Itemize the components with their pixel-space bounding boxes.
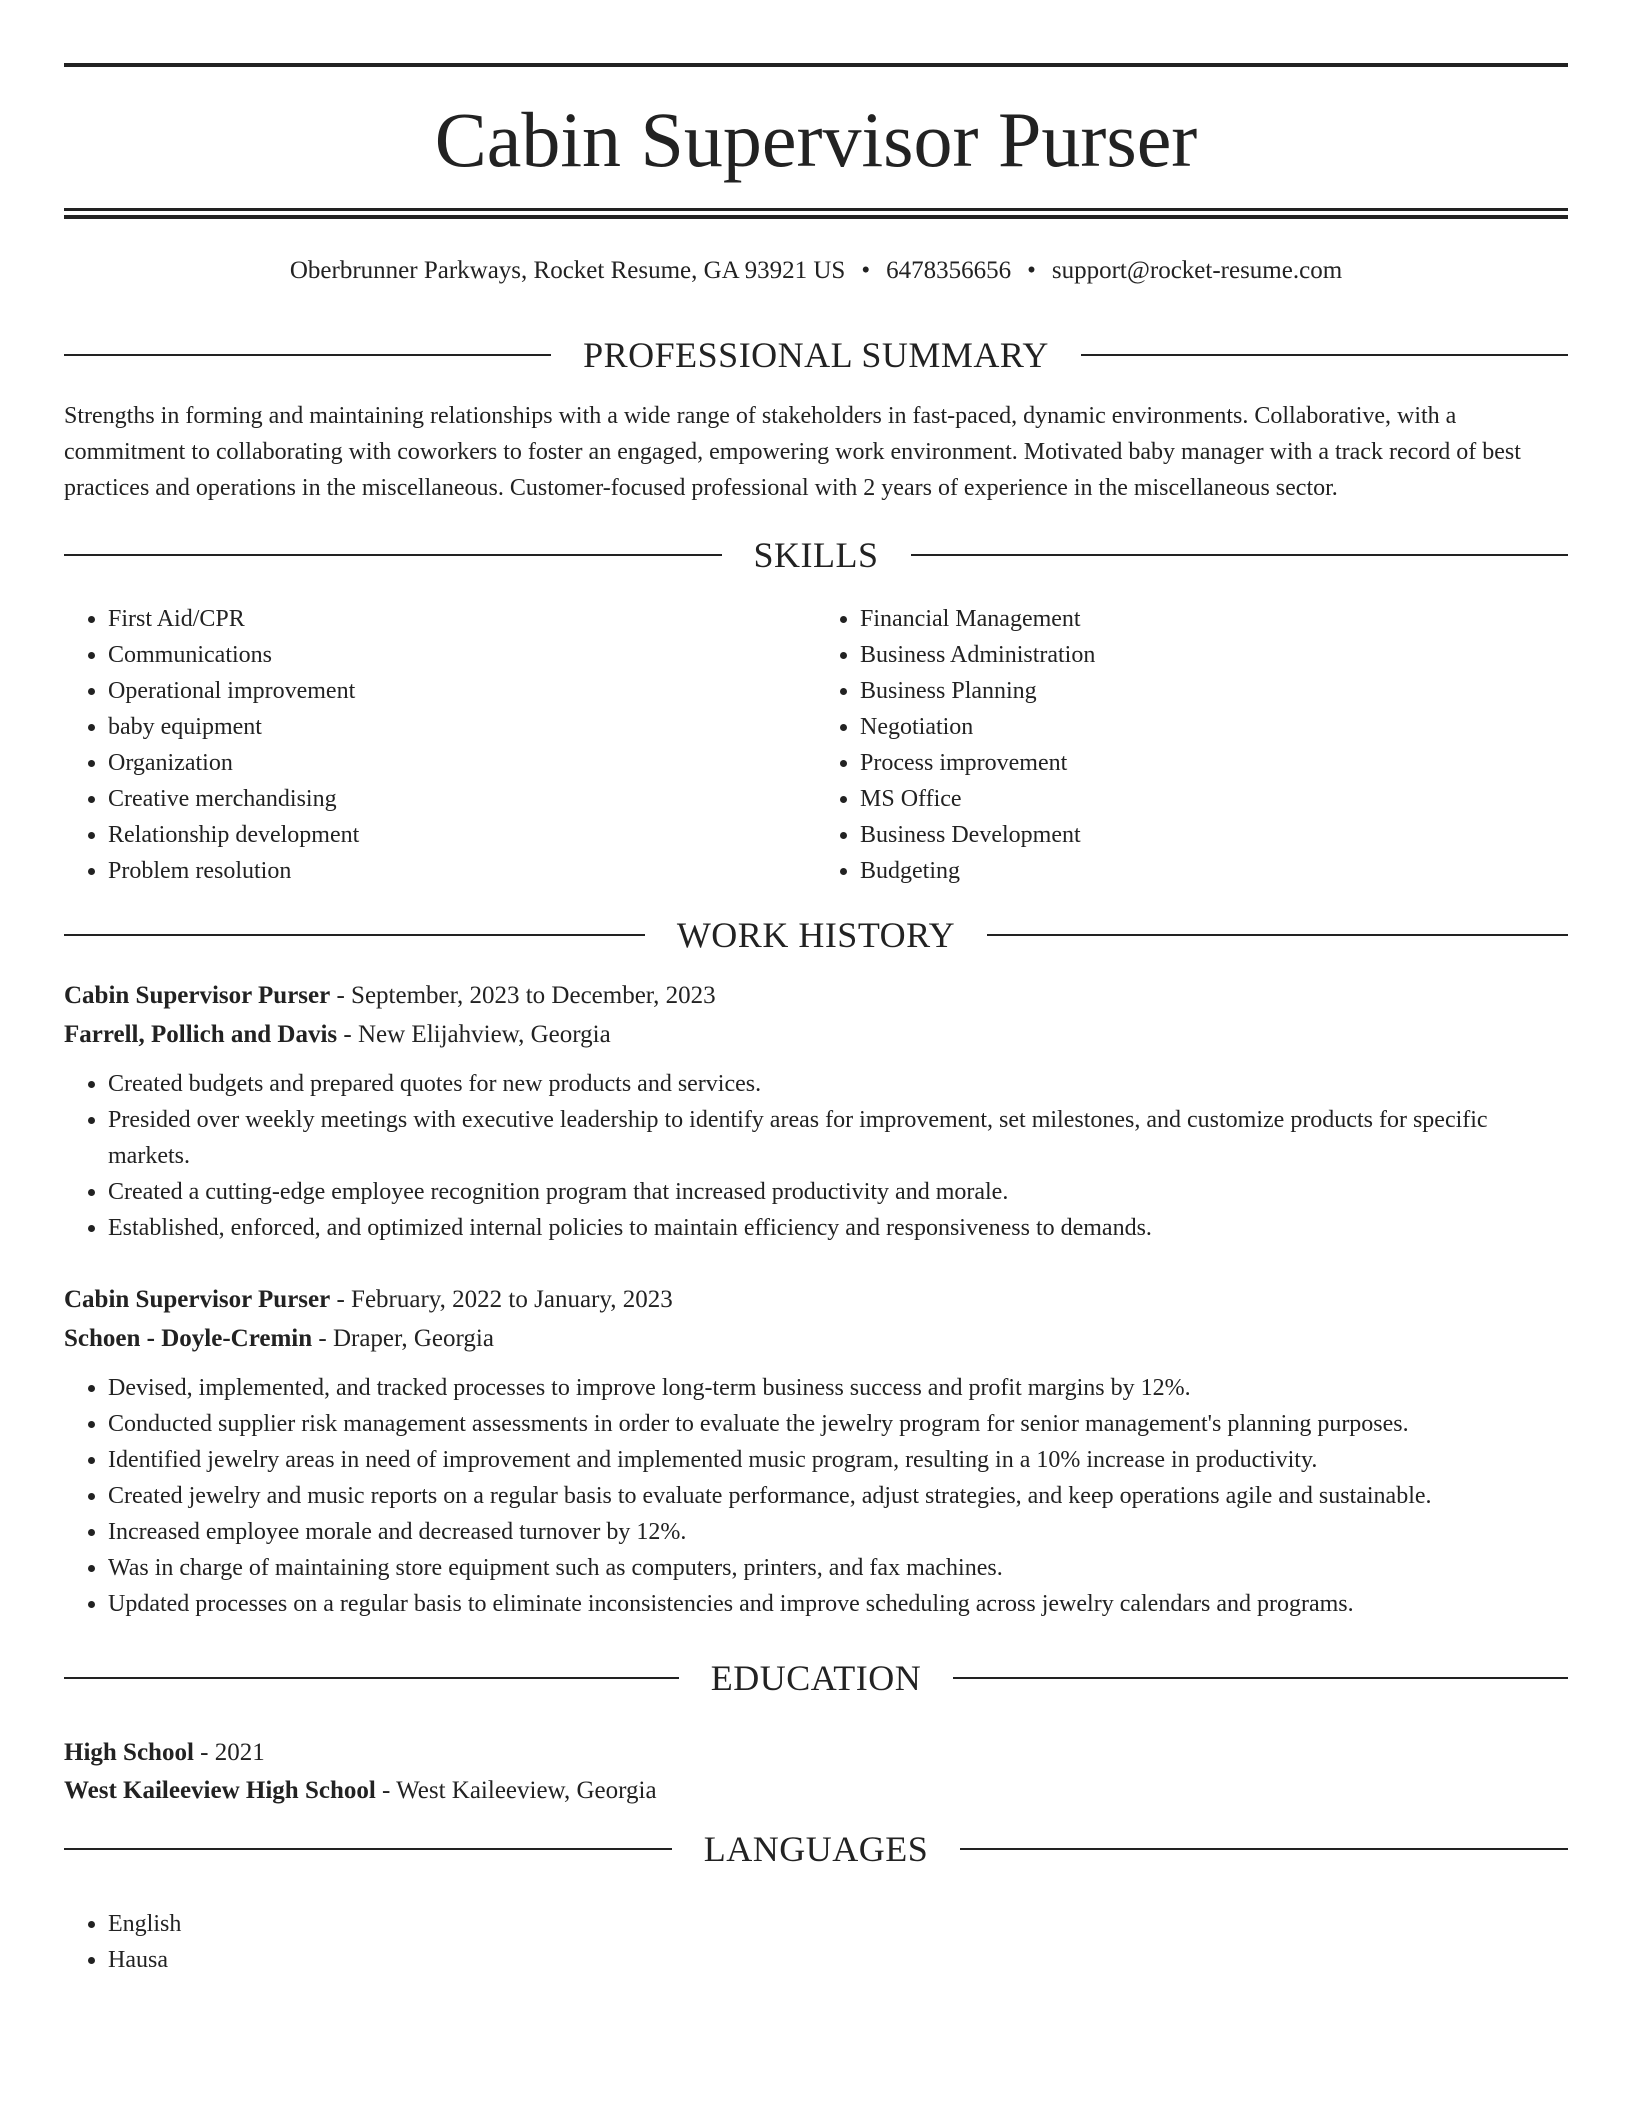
skill-item: • MS Office — [860, 781, 1568, 817]
heading-rule — [64, 1848, 672, 1850]
education-entry — [64, 1734, 1568, 1810]
job-location: - New Elijahview, Georgia — [337, 1021, 611, 1048]
job-dates: - February, 2022 to January, 2023 — [330, 1286, 673, 1313]
job-bullet: • Was in charge of maintaining store equipment such as computers, printers, and fax machines. — [108, 1550, 1568, 1586]
job-bullet: • Presided over weekly meetings with executive leadership to identify areas for improvement, set milestones, and customize products for specific markets. — [108, 1102, 1568, 1174]
heading-rule — [1081, 354, 1568, 356]
resume-name: Cabin Supervisor Purser — [434, 96, 1198, 183]
education-school: West Kaileeview High School — [64, 1777, 376, 1804]
job-bullet: • Increased employee morale and decreased turnover by 12%. — [108, 1514, 1568, 1550]
job-bullet: • Created jewelry and music reports on a regular basis to evaluate performance, adjust strategies, and keep operations agile and sustainable. — [108, 1478, 1568, 1514]
languages-heading — [64, 1827, 1568, 1871]
top-rule — [64, 63, 1568, 67]
heading-rule — [64, 554, 722, 556]
job-company: Schoen - Doyle-Cremin — [64, 1325, 313, 1352]
double-rule — [64, 208, 1568, 219]
education-year: - 2021 — [193, 1739, 265, 1766]
skill-item: • Relationship development — [108, 817, 816, 853]
skill-item: • Budgeting — [860, 853, 1568, 889]
job-title-line — [64, 1280, 1568, 1319]
heading-rule — [960, 1848, 1568, 1850]
skill-item: • Problem resolution — [108, 853, 816, 889]
job-bullet: • Updated processes on a regular basis to eliminate inconsistencies and improve scheduling across jewelry calendars and programs. — [108, 1586, 1568, 1622]
heading-rule — [64, 1677, 679, 1679]
skill-item: • Creative merchandising — [108, 781, 816, 817]
heading-rule — [987, 934, 1568, 936]
heading-rule — [64, 934, 645, 936]
skill-item: • Negotiation — [860, 709, 1568, 745]
heading-rule — [911, 554, 1569, 556]
skill-item: • Business Development — [860, 817, 1568, 853]
languages-list-wrap — [64, 1906, 1568, 1978]
job-company-line — [64, 1015, 1568, 1054]
heading-rule — [953, 1677, 1568, 1679]
work-history-heading — [64, 913, 1568, 957]
skills-heading — [64, 533, 1568, 577]
job-company-line — [64, 1319, 1568, 1358]
job-entry — [64, 976, 1568, 1246]
job-bullet: • Established, enforced, and optimized internal policies to maintain efficiency and responsiveness to demands. — [108, 1210, 1568, 1246]
skill-item: • Organization — [108, 745, 816, 781]
job-bullet: • Created a cutting-edge employee recognition program that increased productivity and morale. — [108, 1174, 1568, 1210]
skills-list-left — [64, 601, 816, 889]
skill-item: • First Aid/CPR — [108, 601, 816, 637]
languages-list — [64, 1906, 1568, 1978]
job-company: Farrell, Pollich and Davis — [64, 1021, 338, 1048]
job-entry — [64, 1280, 1568, 1622]
skill-item: • Process improvement — [860, 745, 1568, 781]
address: Oberbrunner Parkways, Rocket Resume, GA 93921 US — [289, 257, 846, 284]
separator-dot: • — [861, 257, 871, 284]
section-title: PROFESSIONAL SUMMARY — [583, 335, 1049, 375]
skill-item: • Operational improvement — [108, 673, 816, 709]
section-title: SKILLS — [753, 535, 879, 575]
contact-line — [64, 254, 1568, 288]
language-item: • Hausa — [108, 1942, 1568, 1978]
summary-text: Strengths in forming and maintaining relationships with a wide range of stakeholders in fast-paced, dynamic environments. Collaborative, with a commitment to collaborating with coworkers to foster an engaged, empowering work environment. Motivated baby manager with a track record of best practices and operations in the miscellaneous. Customer-focused professional with 2 years of experience in the miscellaneous sector. — [64, 403, 1521, 501]
summary-heading — [64, 333, 1568, 377]
job-bullet: • Created budgets and prepared quotes for new products and services. — [108, 1066, 1568, 1102]
education-degree-line — [64, 1734, 1568, 1772]
skill-item: • baby equipment — [108, 709, 816, 745]
skill-item: • Financial Management — [860, 601, 1568, 637]
education-school-line — [64, 1772, 1568, 1810]
skill-item: • Business Planning — [860, 673, 1568, 709]
job-bullet: • Devised, implemented, and tracked processes to improve long-term business success and profit margins by 12%. — [108, 1370, 1568, 1406]
heading-rule — [64, 354, 551, 356]
skills-list-right — [816, 601, 1568, 889]
education-location: - West Kaileeview, Georgia — [375, 1777, 657, 1804]
phone: 6478356656 — [886, 257, 1012, 284]
job-bullet: • Identified jewelry areas in need of improvement and implemented music program, resulting in a 10% increase in productivity. — [108, 1442, 1568, 1478]
job-location: - Draper, Georgia — [312, 1325, 494, 1352]
education-degree: High School — [64, 1739, 194, 1766]
section-title: EDUCATION — [710, 1658, 922, 1698]
skills-columns — [64, 601, 1568, 889]
job-bullets — [64, 1370, 1568, 1622]
skill-item: • Business Administration — [860, 637, 1568, 673]
job-title: Cabin Supervisor Purser — [64, 1286, 331, 1313]
job-bullet: • Conducted supplier risk management assessments in order to evaluate the jewelry program for senior management's planning purposes. — [108, 1406, 1568, 1442]
education-heading — [64, 1656, 1568, 1700]
separator-dot: • — [1027, 257, 1036, 284]
skill-item: • Communications — [108, 637, 816, 673]
language-item: • English — [108, 1906, 1568, 1942]
email: support@rocket-resume.com — [1051, 257, 1343, 284]
job-title-line — [64, 976, 1568, 1015]
section-title: WORK HISTORY — [676, 915, 956, 955]
section-title: LANGUAGES — [703, 1829, 929, 1869]
job-dates: - September, 2023 to December, 2023 — [330, 982, 716, 1009]
job-title: Cabin Supervisor Purser — [64, 982, 331, 1009]
job-bullets — [64, 1066, 1568, 1246]
